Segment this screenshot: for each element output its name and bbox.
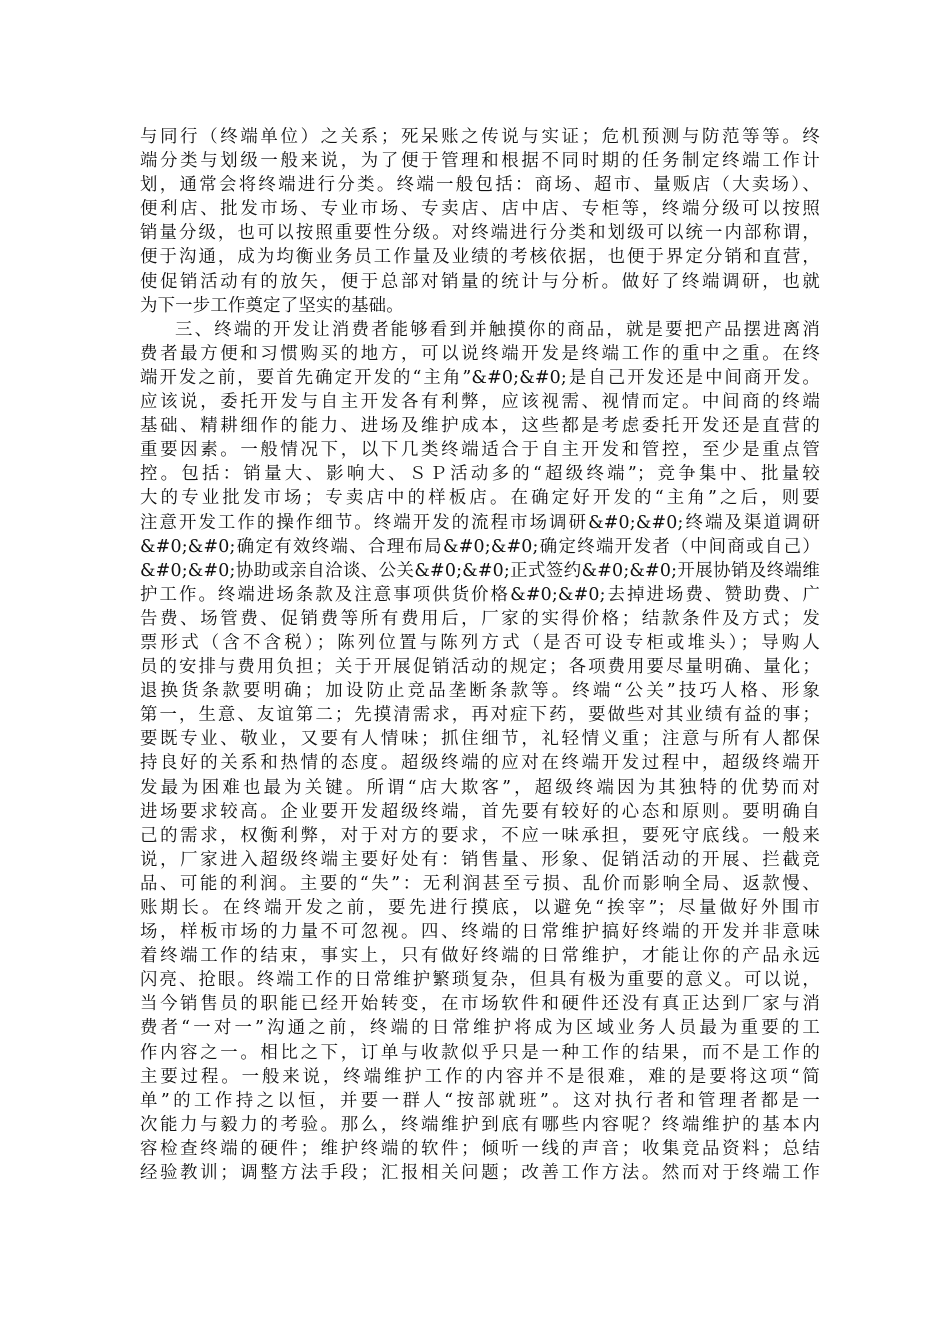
text-line: 使促销活动有的放矢，便于总部对销量的统计与分析。做好了终端调研，也就 — [140, 271, 820, 292]
text-line: 着终端工作的结束，事实上，只有做好终端的日常维护，才能让你的产品永远 — [140, 946, 820, 967]
text-line: 第一，生意、友谊第二；先摸清需求，再对症下药，要做些对其业绩有益的事； — [140, 705, 820, 726]
text-line: 划，通常会将终端进行分类。终端一般包括：商场、超市、量贩店（大卖场）、 — [140, 175, 820, 196]
text-line: 告费、场管费、促销费等所有费用后，厂家的实得价格；结款条件及方式；发 — [140, 608, 820, 629]
text-line: 员的安排与费用负担；关于开展促销活动的规定；各项费用要尽量明确、量化； — [140, 657, 820, 678]
text-line: 发最为困难也最为关键。所谓“店大欺客”，超级终端因为其独特的优势而对 — [140, 777, 820, 798]
text-line: &#0;&#0;确定有效终端、合理布局&#0;&#0;确定终端开发者（中间商或自己） — [140, 536, 820, 557]
text-line: 账期长。在终端开发之前，要先进行摸底，以避免“挨宰”；尽量做好外围市 — [140, 898, 820, 918]
text-line: 端分类与划级一般来说，为了便于管理和根据不同时期的任务制定终端工作计 — [140, 151, 820, 172]
text-line: 容检查终端的硬件；维护终端的软件；倾听一线的声音；收集竞品资料；总结 — [140, 1138, 820, 1159]
text-line: 端开发之前，要首先确定开发的“主角”&#0;&#0;是自己开发还是中间商开发。 — [140, 367, 820, 388]
paragraph-start-line: 三、终端的开发让消费者能够看到并触摸你的商品，就是要把产品摆进离消 — [175, 319, 820, 340]
text-line: 基础、精耕细作的能力、进场及维护成本，这些都是考虑委托开发还是直营的 — [140, 416, 820, 437]
text-line: 重要因素。一般情况下，以下几类终端适合于自主开发和管控，至少是重点管 — [140, 440, 820, 461]
text-line: 进场要求较高。企业要开发超级终端，首先要有较好的心态和原则。要明确自 — [140, 801, 820, 822]
text-line: 与同行（终端单位）之关系；死呆账之传说与实证；危机预测与防范等等。终 — [140, 127, 820, 147]
text-line: 闪亮、抢眼。终端工作的日常维护繁琐复杂，但具有极为重要的意义。可以说， — [140, 970, 820, 991]
text-line: 持良好的关系和热情的态度。超级终端的应对在终端开发过程中，超级终端开 — [140, 753, 820, 774]
text-line: 主要过程。一般来说，终端维护工作的内容并不是很难，难的是要将这项“简 — [140, 1066, 820, 1087]
text-line: 票形式（含不含税）；陈列位置与陈列方式（是否可设专柜或堆头）；导购人 — [140, 632, 820, 653]
text-line: 单”的工作持之以恒，并要一群人“按部就班”。这对执行者和管理者都是一 — [140, 1090, 820, 1111]
text-line: &#0;&#0;协助或亲自洽谈、公关&#0;&#0;正式签约&#0;&#0;开展协销及终端维 — [140, 560, 820, 581]
text-line: 费者最方便和习惯购买的地方，可以说终端开发是终端工作的重中之重。在终 — [140, 343, 820, 364]
text-line: 要既专业、敬业，又要有人情味；抓住细节，礼轻情义重；注意与所有人都保 — [140, 729, 820, 750]
text-line: 为下一步工作奠定了坚实的基础。 — [140, 295, 404, 316]
text-line: 次能力与毅力的考验。那么，终端维护到底有哪些内容呢？终端维护的基本内 — [140, 1114, 820, 1135]
text-line: 己的需求，权衡利弊，对于对方的要求，不应一味承担，要死守底线。一般来 — [140, 825, 820, 846]
text-line: 便利店、批发市场、专业市场、专卖店、店中店、专柜等，终端分级可以按照 — [140, 199, 820, 220]
text-line: 品、可能的利润。主要的“失”：无利润甚至亏损、乱价而影响全局、返款慢、 — [140, 873, 820, 894]
text-line: 应该说，委托开发与自主开发各有利弊，应该视需、视情而定。中间商的终端 — [140, 392, 820, 413]
body-text — [140, 125, 820, 1185]
text-line: 当今销售员的职能已经开始转变，在市场软件和硬件还没有真正达到厂家与消 — [140, 994, 820, 1015]
text-line: 费者“一对一”沟通之前，终端的日常维护将成为区域业务人员最为重要的工 — [140, 1018, 820, 1039]
text-line: 说，厂家进入超级终端主要好处有：销售量、形象、促销活动的开展、拦截竞 — [140, 849, 820, 870]
text-line: 作内容之一。相比之下，订单与收款似乎只是一种工作的结果，而不是工作的 — [140, 1042, 820, 1063]
text-line: 便于沟通，成为均衡业务员工作量及业绩的考核依据，也便于界定分销和直营， — [140, 247, 820, 268]
text-line: 场，样板市场的力量不可忽视。四、终端的日常维护搞好终端的开发并非意味 — [140, 922, 820, 943]
text-line: 经验教训；调整方法手段；汇报相关问题；改善工作方法。然而对于终端工作 — [140, 1163, 820, 1184]
text-line: 注意开发工作的操作细节。终端开发的流程市场调研&#0;&#0;终端及渠道调研 — [140, 512, 820, 533]
text-line: 控。包括：销量大、影响大、ＳＰ活动多的“超级终端”；竞争集中、批量较 — [140, 464, 820, 485]
text-line: 退换货条款要明确；加设防止竞品垄断条款等。终端“公关”技巧人格、形象 — [140, 681, 820, 702]
text-line: 护工作。终端进场条款及注意事项供货价格&#0;&#0;去掉进场费、赞助费、广 — [140, 584, 820, 605]
text-line: 销量分级，也可以按照重要性分级。对终端进行分类和划级可以统一内部称谓， — [140, 223, 820, 244]
text-line: 大的专业批发市场；专卖店中的样板店。在确定好开发的“主角”之后，则要 — [140, 488, 820, 509]
